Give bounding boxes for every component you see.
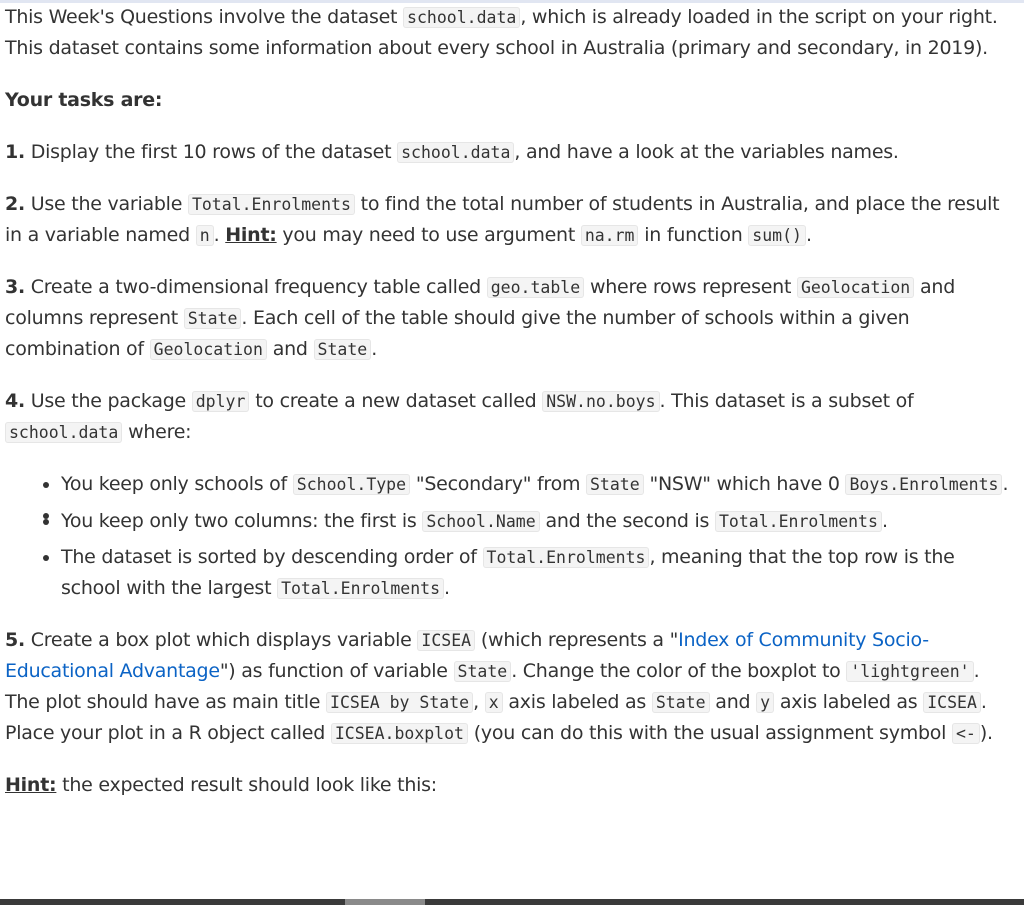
- code-state: State: [652, 692, 710, 713]
- code-total-enrolments: Total.Enrolments: [277, 578, 444, 599]
- code-sum: sum(): [748, 225, 806, 246]
- task-number: 1.: [5, 141, 25, 163]
- tasks-heading: Your tasks are:: [5, 89, 163, 111]
- code-state: State: [184, 308, 242, 329]
- code-icsea: ICSEA: [923, 692, 981, 713]
- code-na-rm: na.rm: [581, 225, 639, 246]
- hint-label: Hint:: [5, 774, 57, 796]
- code-total-enrolments: Total.Enrolments: [188, 194, 355, 215]
- code-geolocation: Geolocation: [150, 339, 267, 360]
- task-5: 5. Create a box plot which displays variable ICSEA (which represents a "Index of Community Socio-Educational Advantage") as function of variable State . Change the color of the boxplot to 'lightgreen' . The plot should have as main title ICSEA by State , x axis labeled as State and y axis labeled as ICSEA . Place your plot in a R object called ICSEA.boxplot (you can do this with the usual assignment symbol <- ).: [5, 629, 993, 744]
- code-school-data: school.data: [397, 142, 514, 163]
- code-state: State: [454, 661, 512, 682]
- image-preview-edge: [0, 899, 1024, 905]
- hint-label: Hint:: [225, 224, 277, 246]
- preview-thumb: [345, 899, 425, 905]
- final-hint: Hint: the expected result should look like this:: [5, 774, 437, 796]
- code-school-data: school.data: [5, 422, 122, 443]
- code-school-name: School.Name: [422, 511, 539, 532]
- icsea-definition-link[interactable]: Index of Community Socio-Educational Advantage: [5, 629, 929, 682]
- code-state: State: [586, 474, 644, 495]
- question-content: [5, 2, 1015, 801]
- task-4-bullet-list: [5, 469, 1015, 604]
- code-dplyr: dplyr: [192, 391, 250, 412]
- task-4: 4. Use the package dplyr to create a new dataset called NSW.no.boys . This dataset is a subset of school.data where:: [5, 390, 914, 443]
- task-number: 4.: [5, 390, 25, 412]
- task-number: 2.: [5, 193, 25, 215]
- task-2: 2. Use the variable Total.Enrolments to find the total number of students in Australia, and place the result in a variable named n . Hint: you may need to use argument na.rm in function sum() .: [5, 193, 1000, 246]
- code-nsw-no-boys: NSW.no.boys: [542, 391, 659, 412]
- code-y: y: [756, 692, 774, 713]
- code-boys-enrolments: Boys.Enrolments: [845, 474, 1002, 495]
- code-total-enrolments: Total.Enrolments: [715, 511, 882, 532]
- task-number: 5.: [5, 629, 25, 651]
- list-item: • You keep only two columns: the first is School.Name and the second is Total.Enrolments .: [61, 506, 1015, 537]
- intro-text: , which is already loaded in the script on your right. This dataset contains some information about every school in Australia (primary and secondary, in 2019).: [5, 6, 998, 59]
- code-icsea: ICSEA: [417, 630, 475, 651]
- intro-text: This Week's Questions involve the dataset: [5, 6, 404, 28]
- task-3: 3. Create a two-dimensional frequency table called geo.table where rows represent Geolocation and columns represent State . Each cell of the table should give the number of schools within a given combination of Geolocation and State .: [5, 276, 956, 360]
- code-geolocation: Geolocation: [797, 277, 914, 298]
- code-lightgreen: 'lightgreen': [846, 661, 973, 682]
- code-geo-table: geo.table: [487, 277, 584, 298]
- task-1: 1. Display the first 10 rows of the dataset school.data , and have a look at the variables names.: [5, 141, 899, 163]
- code-n: n: [196, 225, 214, 246]
- list-item: • You keep only schools of School.Type "Secondary" from State "NSW" which have 0 Boys.Enrolments .: [61, 469, 1015, 500]
- code-main-title: ICSEA by State: [326, 692, 473, 713]
- code-state: State: [314, 339, 372, 360]
- task-number: 3.: [5, 276, 25, 298]
- intro-paragraph: [5, 2, 1015, 64]
- code-icsea-boxplot: ICSEA.boxplot: [331, 723, 468, 744]
- list-item: • The dataset is sorted by descending order of Total.Enrolments , meaning that the top row is the school with the largest Total.Enrolments .: [61, 542, 1015, 604]
- code-school-type: School.Type: [293, 474, 410, 495]
- code-school-data: school.data: [403, 7, 520, 28]
- code-total-enrolments: Total.Enrolments: [483, 547, 650, 568]
- code-x: x: [485, 692, 503, 713]
- code-assignment-symbol: <-: [952, 723, 980, 744]
